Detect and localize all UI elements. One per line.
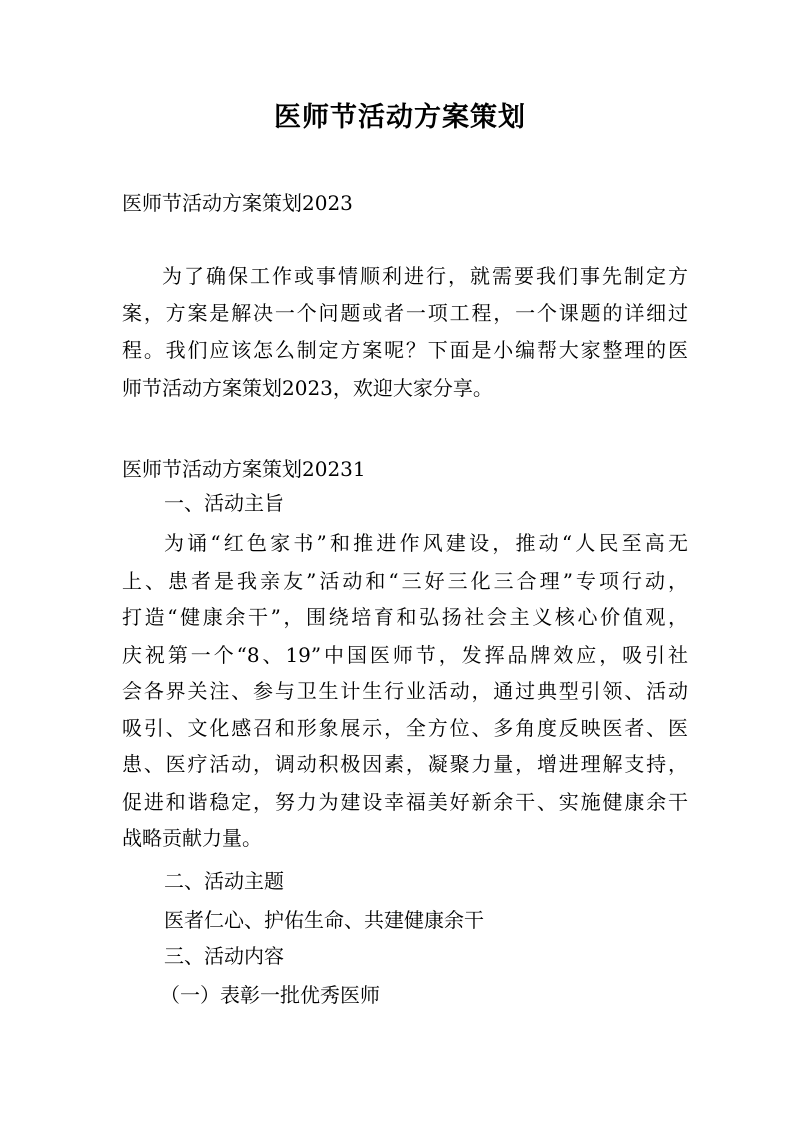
intro-line: 程。我们应该怎么制定方案呢？下面是小编帮大家整理的医 — [122, 338, 688, 362]
section-heading: 医师节活动方案策划20231 — [122, 457, 366, 481]
part1-line: 患、医疗活动，调动积极因素，凝聚力量，增进理解支持， — [122, 752, 688, 776]
part1-line: 吸引、文化感召和形象展示，全方位、多角度反映医者、医 — [122, 716, 688, 740]
part1-line: 会各界关注、参与卫生计生行业活动，通过典型引领、活动 — [122, 679, 688, 703]
intro-line: 为了确保工作或事情顺利进行，就需要我们事先制定方 — [162, 264, 688, 288]
document-subtitle: 医师节活动方案策划2023 — [122, 191, 353, 215]
part3-subheading: （一）表彰一批优秀医师 — [160, 983, 380, 1007]
part1-line: 促进和谐稳定，努力为建设幸福美好新余干、实施健康余干 — [122, 790, 688, 814]
part1-line: 为诵“红色家书”和推进作风建设，推动“人民至高无 — [164, 531, 688, 555]
part3-heading: 三、活动内容 — [164, 944, 284, 968]
part2-text: 医者仁心、护佑生命、共建健康余干 — [164, 908, 484, 932]
part1-line: 上、患者是我亲友”活动和“三好三化三合理”专项行动， — [122, 569, 688, 593]
part1-heading: 一、活动主旨 — [164, 491, 284, 515]
part1-line: 打造“健康余干”，围绕培育和弘扬社会主义核心价值观， — [122, 605, 688, 629]
document-title: 医师节活动方案策划 — [274, 102, 526, 133]
intro-line: 师节活动方案策划2023，欢迎大家分享。 — [122, 376, 493, 400]
part1-line: 战略贡献力量。 — [122, 826, 262, 850]
part1-line: 庆祝第一个“8、19”中国医师节，发挥品牌效应，吸引社 — [122, 643, 688, 667]
intro-line: 案，方案是解决一个问题或者一项工程，一个课题的详细过 — [122, 301, 688, 325]
part2-heading: 二、活动主题 — [164, 869, 284, 893]
